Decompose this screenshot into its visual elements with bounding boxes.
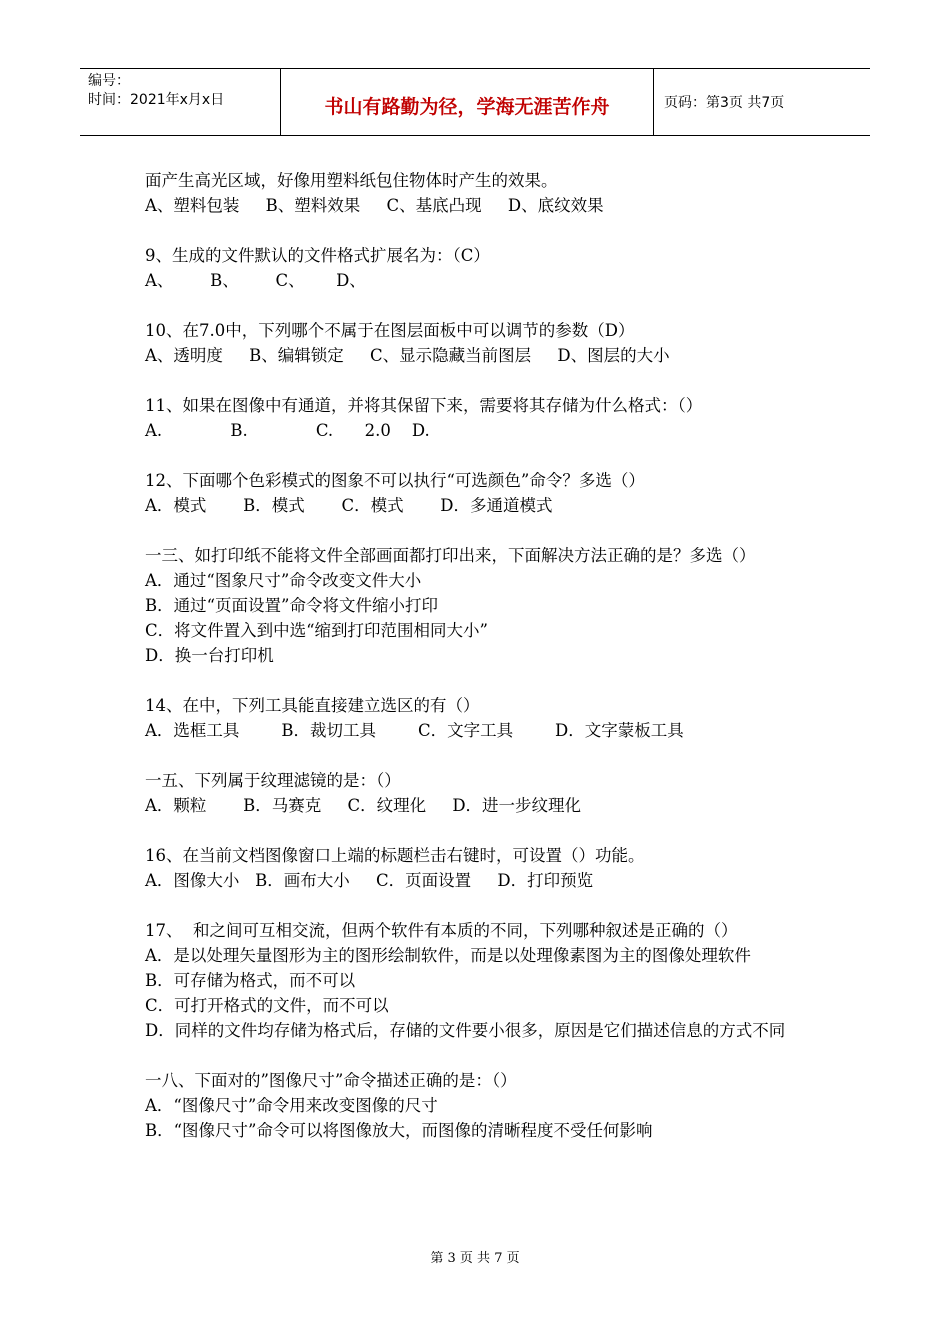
question-option: D．同样的文件均存储为格式后，存储的文件要小很多，原因是它们描述信息的方式不同 bbox=[145, 1021, 786, 1040]
question-option: A．是以处理矢量图形为主的图形绘制软件，而是以处理像素图为主的图像处理软件 bbox=[145, 946, 751, 965]
question-option: A．选框工具 B．裁切工具 C．文字工具 D．文字蒙板工具 bbox=[145, 721, 684, 740]
question-option: A．图像大小 B．画布大小 C．页面设置 D．打印预览 bbox=[145, 871, 594, 890]
question-option: B．“图像尺寸”命令可以将图像放大，而图像的清晰程度不受任何影响 bbox=[145, 1121, 653, 1140]
question-option: C．将文件置入到中选“缩到打印范围相同大小” bbox=[145, 621, 488, 640]
question-stem: 9、生成的文件默认的文件格式扩展名为：（C） bbox=[145, 246, 490, 265]
question-stem: 12、下面哪个色彩模式的图象不可以执行“可选颜色”命令？多选（） bbox=[145, 471, 645, 490]
question-option: A．通过“图象尺寸”命令改变文件大小 bbox=[145, 571, 422, 590]
page-footer: 第 3 页 共 7 页 bbox=[430, 1251, 520, 1266]
question-option: A．模式 B．模式 C．模式 D．多通道模式 bbox=[145, 496, 553, 515]
question-option: A．“图像尺寸”命令用来改变图像的尺寸 bbox=[145, 1096, 438, 1115]
question-option: A、 B、 C、 D、 bbox=[145, 271, 366, 290]
question-stem: 面产生高光区域，好像用塑料纸包住物体时产生的效果。 bbox=[145, 171, 558, 190]
question-block bbox=[145, 468, 815, 518]
question-option: A、透明度 B、编辑锁定 C、显示隐藏当前图层 D、图层的大小 bbox=[145, 346, 670, 365]
question-option: C．可打开格式的文件，而不可以 bbox=[145, 996, 389, 1015]
question-block bbox=[145, 393, 815, 443]
question-option: B．通过“页面设置”命令将文件缩小打印 bbox=[145, 596, 438, 615]
question-stem: 11、如果在图像中有通道，并将其保留下来，需要将其存储为什么格式：（） bbox=[145, 396, 703, 415]
question-option: B．可存储为格式，而不可以 bbox=[145, 971, 356, 990]
question-stem: 17、 和之间可互相交流，但两个软件有本质的不同，下列哪种叙述是正确的（） bbox=[145, 921, 738, 940]
question-option: A. B. C. 2.0 D. bbox=[145, 421, 430, 440]
question-block bbox=[145, 768, 815, 818]
question-block bbox=[145, 693, 815, 743]
question-block bbox=[145, 168, 815, 218]
document-time-label: 时间：2021年x月x日 bbox=[88, 92, 225, 108]
question-stem: 一五、下列属于纹理滤镜的是：（） bbox=[145, 771, 401, 790]
question-block bbox=[145, 543, 815, 668]
question-stem: 10、在7.0中，下列哪个不属于在图层面板中可以调节的参数（D） bbox=[145, 321, 635, 340]
question-block bbox=[145, 918, 815, 1043]
document-number-label: 编号： bbox=[88, 73, 130, 89]
question-stem: 一八、下面对的”图像尺寸”命令描述正确的是：（） bbox=[145, 1071, 517, 1090]
question-stem: 14、在中，下列工具能直接建立选区的有（） bbox=[145, 696, 480, 715]
question-block bbox=[145, 243, 815, 293]
question-stem: 一三、如打印纸不能将文件全部画面都打印出来，下面解决方法正确的是？多选（） bbox=[145, 546, 756, 565]
question-stem: 16、在当前文档图像窗口上端的标题栏击右键时，可设置（）功能。 bbox=[145, 846, 645, 865]
question-option: D．换一台打印机 bbox=[145, 646, 274, 665]
question-list bbox=[145, 168, 815, 1168]
question-option: A、塑料包装 B、塑料效果 C、基底凸现 D、底纹效果 bbox=[145, 196, 604, 215]
question-block bbox=[145, 1068, 815, 1143]
question-option: A．颗粒 B．马赛克 C．纹理化 D．进一步纹理化 bbox=[145, 796, 582, 815]
header-meta bbox=[80, 69, 280, 135]
header-page-number: 页码：第3页 共7页 bbox=[664, 95, 785, 111]
header-motto: 书山有路勤为径，学海无涯苦作舟 bbox=[280, 69, 654, 135]
question-block bbox=[145, 843, 815, 893]
page-header bbox=[80, 68, 870, 136]
question-block bbox=[145, 318, 815, 368]
